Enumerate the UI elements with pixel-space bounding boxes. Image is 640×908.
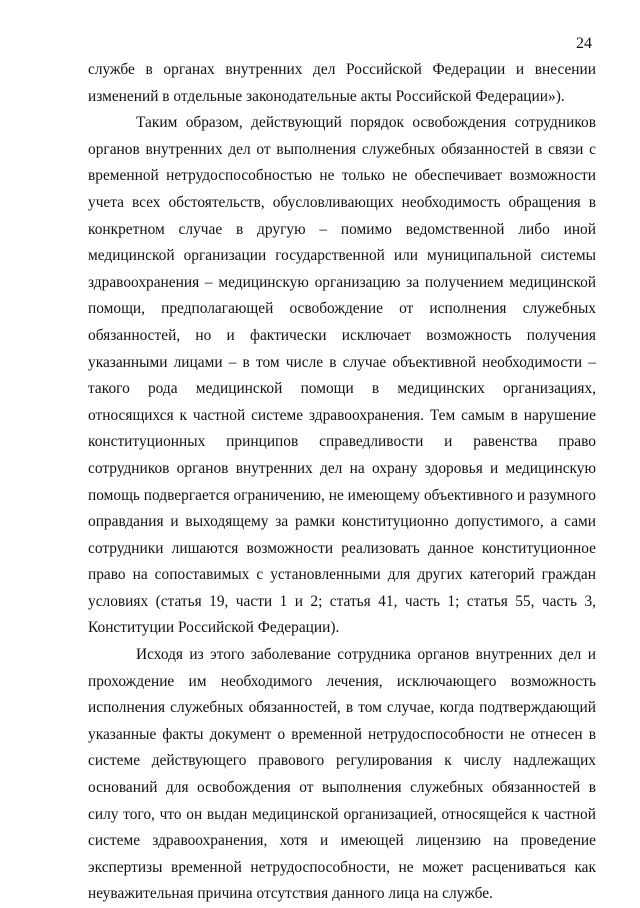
document-body <box>88 57 596 908</box>
paragraph-inference: Исходя из этого заболевание сотрудника органов внутренних дел и прохождение им необходимого лечения, исключающего возможность исполнения служебных обязанностей, в том случае, когда подтверждающий указанные факты документ о временной нетрудоспособности не отнесен в системе действующего правового регулирования к числу надлежащих оснований для освобождения от выполнения служебных обязанностей в силу того, что он выдан медицинской организацией, относящейся к частной системе здравоохранения, хотя и имеющей лицензию на проведение экспертизы временной нетрудоспособности, не может расцениваться как неуважительная причина отсутствия данного лица на службе. <box>88 646 596 903</box>
paragraph-conclusion: Таким образом, действующий порядок освобождения сотрудников органов внутренних дел от выполнения служебных обязанностей в связи с временной нетрудоспособностью не только не обеспечивает возможности учета всех обстоятельств, обусловливающих необходимость обращения в конкретном случае в другую – помимо ведомственной либо иной медицинской организации государственной или муниципальной системы здравоохранения – медицинскую организацию за получением медицинской помощи, предполагающей освобождение от исполнения служебных обязанностей, но и фактически исключает возможность получения указанными лицами – в том числе в случае объективной необходимости – такого рода медицинской помощи в медицинских организациях, относящихся к частной системе здравоохранения. Тем самым в нарушение конституционных принципов справедливости и равенства право сотрудников органов внутренних дел на охрану здоровья и медицинскую помощь подвергается ограничению, не имеющему объективного и разумного оправдания и выходящему за рамки конституционно допустимого, а сами сотрудники лишаются возможности реализовать данное конституционное право на сопоставимых с установленными для других категорий граждан условиях (статья 19, части 1 и 2; статья 41, часть 1; статья 55, часть 3, Конституции Российской Федерации). <box>88 114 596 637</box>
page-number: 24 <box>576 35 592 52</box>
paragraph-continuation: службе в органах внутренних дел Российской Федерации и внесении изменений в отдельные законодательные акты Российской Федерации»). <box>88 61 596 105</box>
